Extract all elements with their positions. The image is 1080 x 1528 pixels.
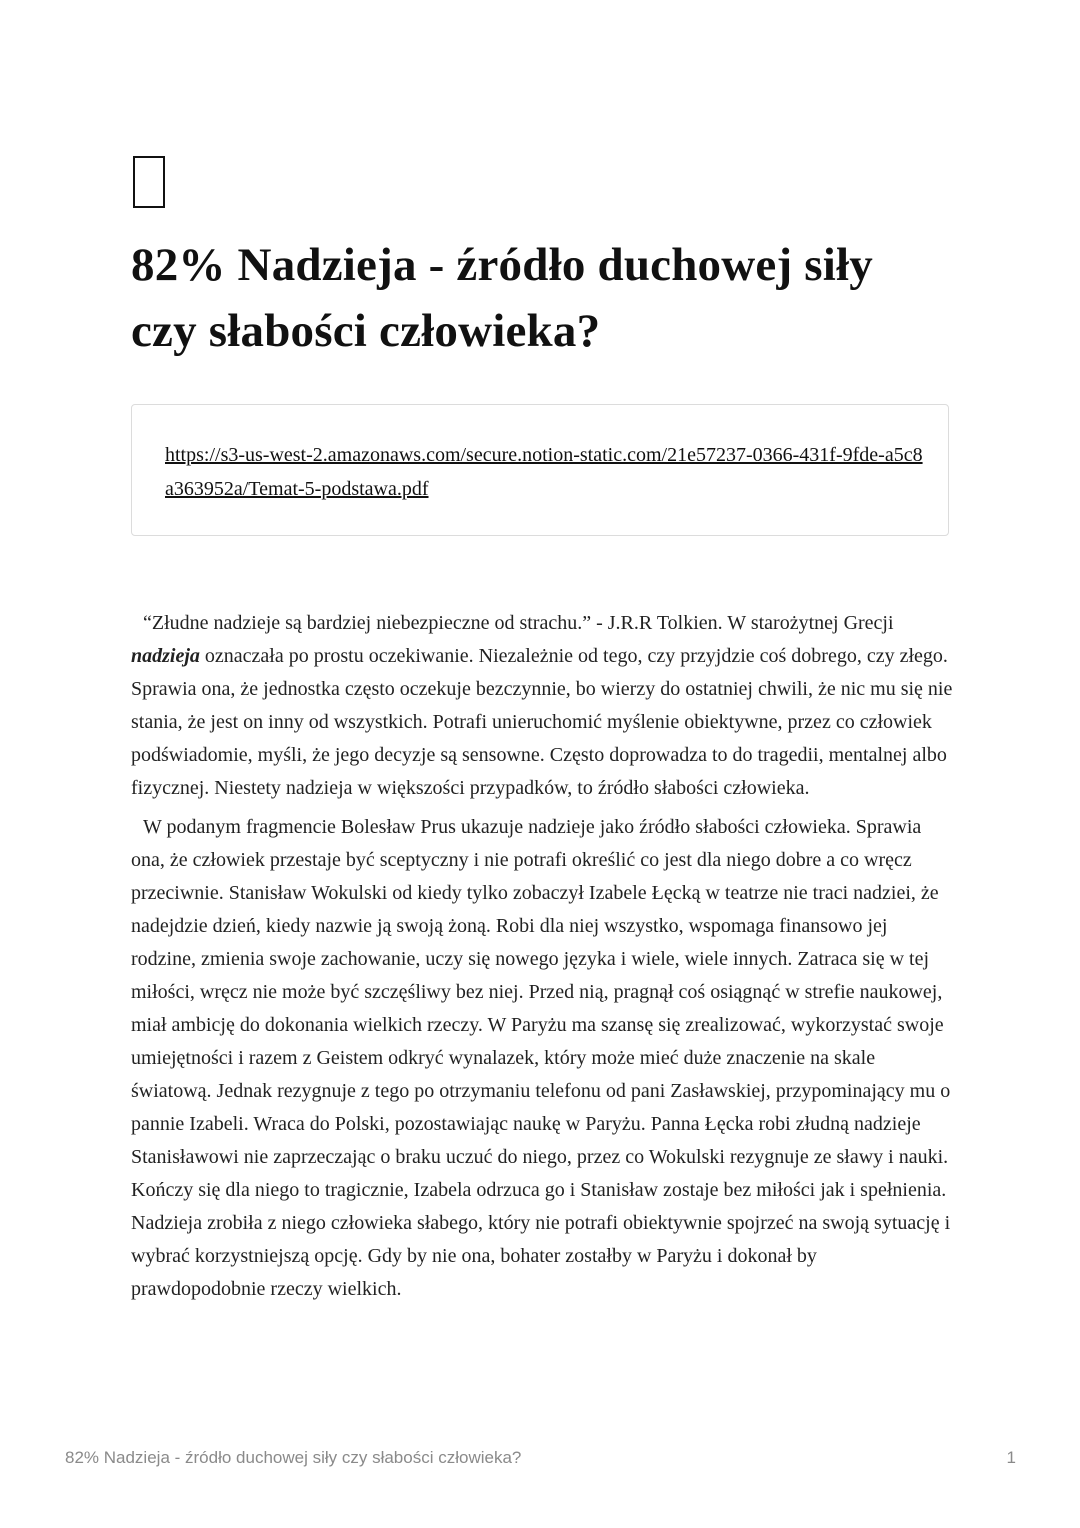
missing-glyph-icon bbox=[133, 156, 165, 208]
footer-title: 82% Nadzieja - źródło duchowej siły czy słabości człowieka? bbox=[65, 1448, 522, 1467]
attachment-link[interactable]: https://s3-us-west-2.amazonaws.com/secure.notion-static.com/21e57237-0366-431f-9fde-a5c8a363952a/Temat-5-podstawa.pdf bbox=[165, 444, 923, 500]
paragraph-intro-after: oznaczała po prostu oczekiwanie. Niezależnie od tego, czy przyjdzie coś dobrego, czy złego. Sprawia ona, że jednostka często oczekuje bezczynnie, bo wierzy do ostatniej chwili, że nic mu się nie stania, że jest on inny od wszystkich. Potrafi unieruchomić myślenie obiektywne, przez co człowiek podświadomie, myśli, że jego decyzje są sensowne. Często doprowadza to do tragedii, mentalnej albo fizycznej. Niestety nadzieja w większości przypadków, to źródło słabości człowieka. bbox=[131, 645, 953, 799]
emphasis-word: nadzieja bbox=[131, 645, 200, 667]
document-body bbox=[131, 607, 953, 1312]
page-title: 82% Nadzieja - źródło duchowej siły czy słabości człowieka? bbox=[131, 239, 873, 357]
paragraph-intro-before: “Złudne nadzieje są bardziej niebezpieczne od strachu.” - J.R.R Tolkien. W starożytnej Grecji bbox=[143, 612, 894, 634]
paragraph-intro bbox=[131, 607, 953, 805]
attachment-bookmark[interactable] bbox=[131, 404, 949, 536]
paragraph-argument: W podanym fragmencie Bolesław Prus ukazuje nadzieje jako źródło słabości człowieka. Sprawia ona, że człowiek przestaje być sceptyczny i nie potrafi określić co jest dla niego dobre a co wręcz przeciwnie. Stanisław Wokulski od kiedy tylko zobaczył Izabele Łęcką w teatrze nie traci nadziei, że nadejdzie dzień, kiedy nazwie ją swoją żoną. Robi dla niej wszystko, wspomaga finansowo jej rodzine, zmienia swoje zachowanie, uczy się nowego języka i wiele, wiele innych. Zatraca się w tej miłości, wręcz nie może być szczęśliwy bez niej. Przed nią, pragnął coś osiągnąć w strefie naukowej, miał ambicję do dokonania wielkich rzeczy. W Paryżu ma szansę się zrealizować, wykorzystać swoje umiejętności i razem z Geistem odkryć wynalazek, który może mieć duże znaczenie na skale światową. Jednak rezygnuje z tego po otrzymaniu telefonu od pani Zasławskiej, przypominający mu o pannie Izabeli. Wraca do Polski, pozostawiając naukę w Paryżu. Panna Łęcka robi złudną nadzieje Stanisławowi nie zaprzeczając o braku uczuć do niego, przez co Wokulski rezygnuje ze sławy i nauki. Kończy się dla niego to tragicznie, Izabela odrzuca go i Stanisław zostaje bez miłości jak i spełnienia. Nadzieja zrobiła z niego człowieka słabego, który nie potrafi obiektywnie spojrzeć na swoją sytuację i wybrać korzystniejszą opcję. Gdy by nie ona, bohater zostałby w Paryżu i dokonał by prawdopodobnie rzeczy wielkich. bbox=[131, 816, 951, 1300]
footer-page-number: 1 bbox=[1006, 1448, 1016, 1467]
